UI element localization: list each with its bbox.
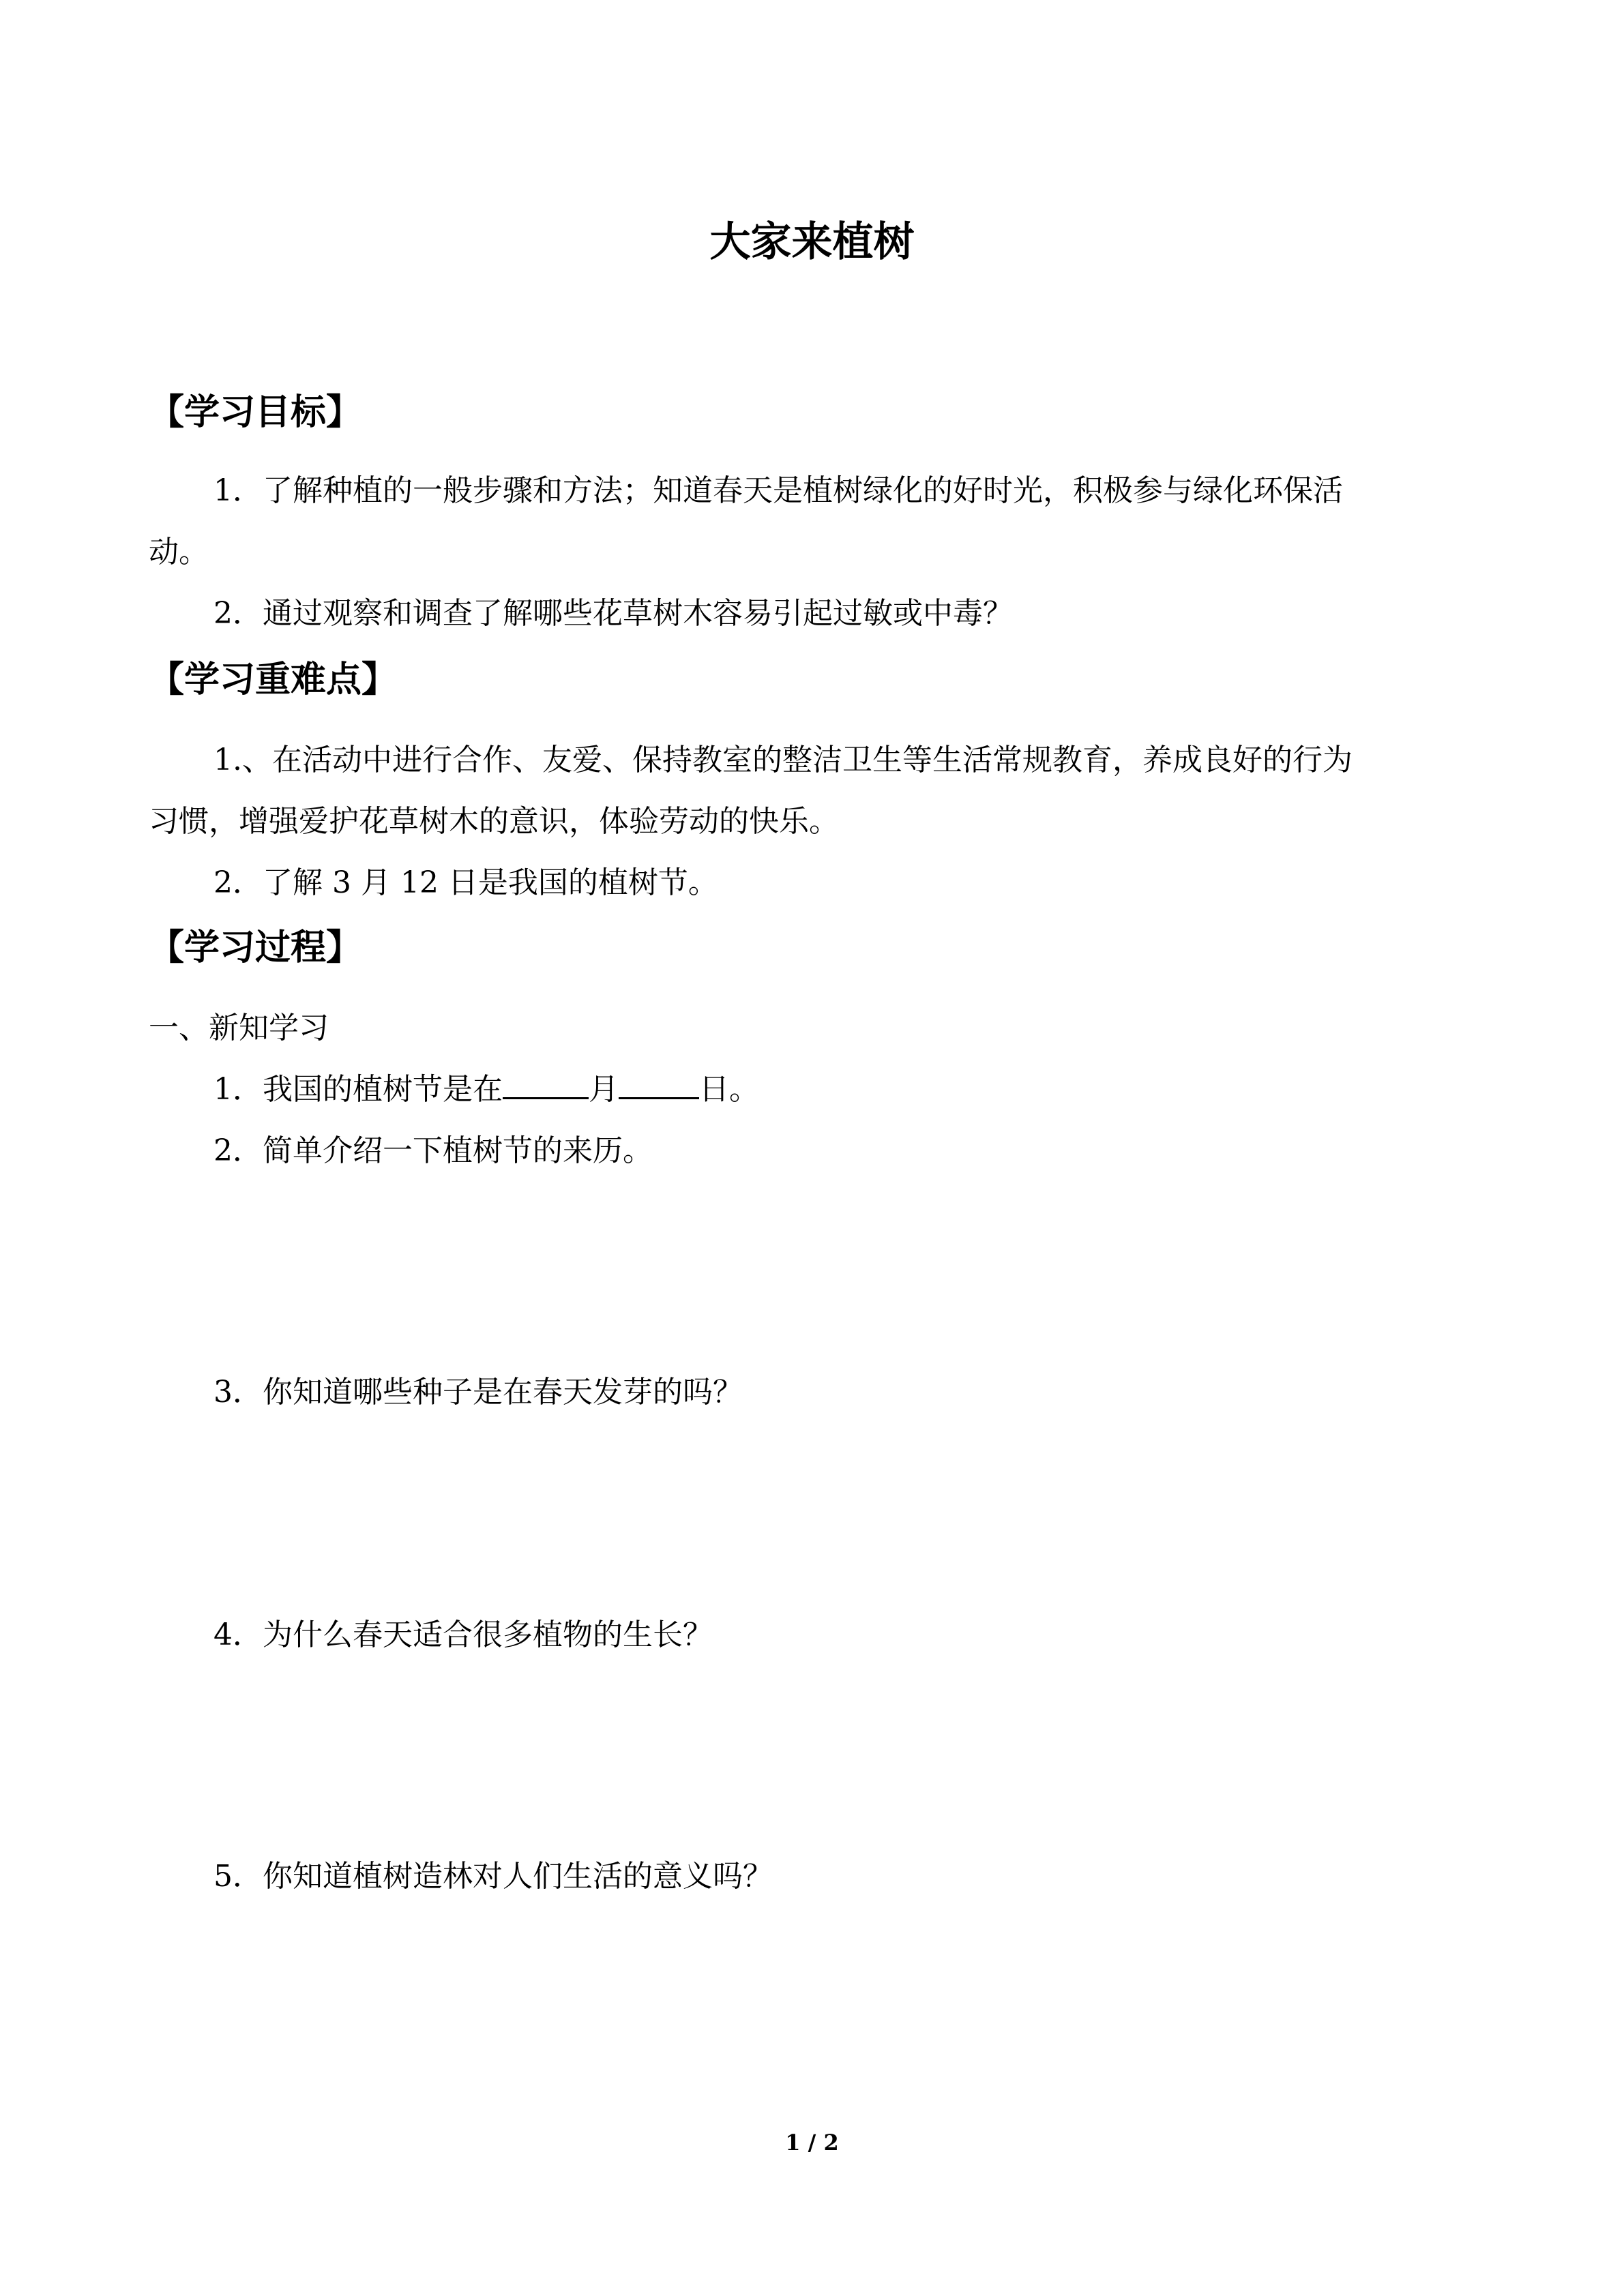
page-number: 1 / 2 [785,2130,839,2156]
keypoint-item-1-line-1: 1.、在活动中进行合作、友爱、保持教室的整洁卫生等生活常规教育，养成良好的行为 [213,743,1353,777]
subheading-new-knowledge: 一、新知学习 [149,1011,329,1045]
question-1-prefix: 1．我国的植树节是在 [213,1072,503,1107]
question-2: 2．简单介绍一下植树节的来历。 [213,1133,653,1168]
heading-learning-process: 【学习过程】 [149,927,362,968]
question-1-month: 月 [589,1072,619,1107]
question-1-day: 日。 [699,1072,759,1107]
question-3: 3．你知道哪些种子是在春天发芽的吗？ [213,1375,743,1410]
goal-item-1-line-1: 1．了解种植的一般步骤和方法；知道春天是植树绿化的好时光，积极参与绿化环保活 [213,473,1343,508]
heading-learning-goals: 【学习目标】 [149,392,362,433]
heading-key-points: 【学习重难点】 [149,659,398,700]
month-blank[interactable] [503,1070,589,1099]
goal-item-2: 2．通过观察和调查了解哪些花草树木容易引起过敏或中毒？ [213,596,1013,631]
day-blank[interactable] [619,1070,699,1099]
question-5: 5．你知道植树造林对人们生活的意义吗？ [213,1859,773,1894]
keypoint-item-1-line-2: 习惯，增强爱护花草树木的意识，体验劳动的快乐。 [149,804,839,839]
keypoint-item-2: 2．了解 3 月 12 日是我国的植树节。 [213,865,718,900]
question-1 [213,1069,759,1110]
question-4: 4．为什么春天适合很多植物的生长？ [213,1617,713,1652]
goal-item-1-line-2: 动。 [149,535,209,569]
document-title: 大家来植树 [709,218,915,266]
